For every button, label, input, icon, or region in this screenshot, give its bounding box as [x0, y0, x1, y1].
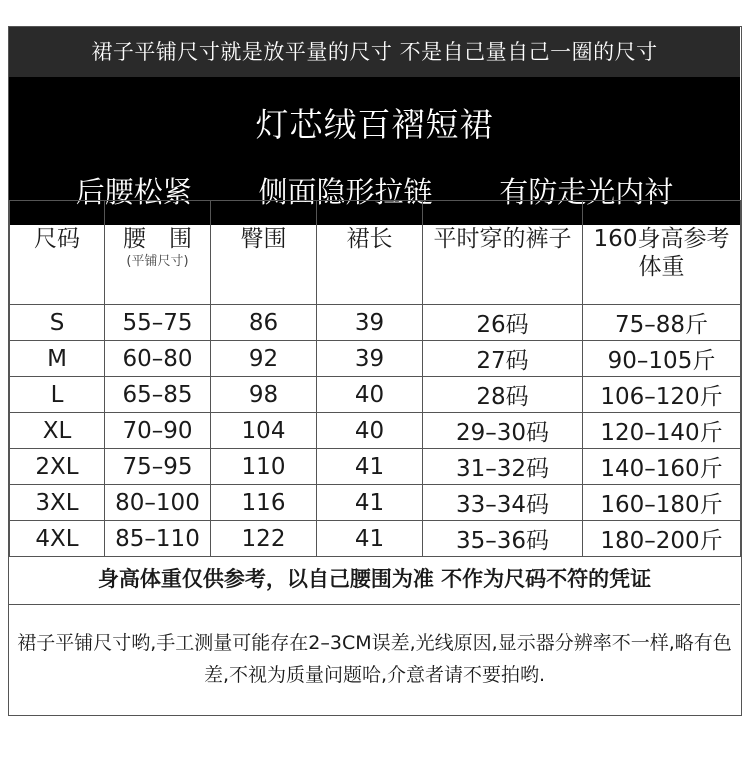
product-title: 灯芯绒百褶短裙 [255, 105, 494, 144]
measurement-note-banner: 裙子平铺尺寸就是放平量的尺寸 不是自己量自己一圈的尺寸 [9, 27, 740, 77]
cell-hip: 86 [211, 305, 317, 341]
cell-length: 40 [317, 413, 423, 449]
cell-length: 39 [317, 305, 423, 341]
cell-length: 41 [317, 449, 423, 485]
measurement-disclaimer-note: 裙子平铺尺寸哟,手工测量可能存在2–3CM误差,光线原因,显示器分辨率不一样,略有色差,不视为质量问题哈,介意者请不要拍哟. [17, 632, 732, 686]
cell-waist: 65–85 [105, 377, 211, 413]
cell-hip: 116 [211, 485, 317, 521]
header-waist-sub: (平铺尺寸) [126, 254, 189, 269]
feature-item: 后腰松紧 [75, 175, 192, 209]
cell-size: 3XL [10, 485, 105, 521]
table-row [10, 377, 741, 413]
size-chart-frame [8, 26, 742, 716]
cell-waist: 55–75 [105, 305, 211, 341]
cell-waist: 75–95 [105, 449, 211, 485]
cell-pants-size: 27码 [423, 341, 583, 377]
header-waist: 腰 围 (平铺尺寸) [105, 201, 211, 305]
cell-waist: 85–110 [105, 521, 211, 557]
cell-pants-size: 33–34码 [423, 485, 583, 521]
cell-waist: 60–80 [105, 341, 211, 377]
cell-pants-size: 28码 [423, 377, 583, 413]
cell-pants-size: 35–36码 [423, 521, 583, 557]
table-header-row [10, 201, 741, 305]
cell-pants-size: 31–32码 [423, 449, 583, 485]
table-row [10, 485, 741, 521]
cell-hip: 122 [211, 521, 317, 557]
cell-size: 2XL [10, 449, 105, 485]
cell-weight: 160–180斤 [583, 485, 741, 521]
feature-item: 侧面隐形拉链 [258, 175, 433, 209]
cell-size: XL [10, 413, 105, 449]
cell-weight: 140–160斤 [583, 449, 741, 485]
table-row [10, 305, 741, 341]
size-table [9, 200, 741, 557]
cell-hip: 110 [211, 449, 317, 485]
table-row [10, 521, 741, 557]
cell-length: 40 [317, 377, 423, 413]
cell-weight: 106–120斤 [583, 377, 741, 413]
header-hip: 臀围 [211, 201, 317, 305]
cell-size: M [10, 341, 105, 377]
cell-weight: 75–88斤 [583, 305, 741, 341]
table-row [10, 341, 741, 377]
table-row [10, 413, 741, 449]
cell-pants-size: 26码 [423, 305, 583, 341]
cell-hip: 98 [211, 377, 317, 413]
cell-length: 41 [317, 485, 423, 521]
cell-weight: 90–105斤 [583, 341, 741, 377]
cell-length: 39 [317, 341, 423, 377]
feature-item: 有防走光内衬 [499, 175, 674, 209]
cell-weight: 120–140斤 [583, 413, 741, 449]
header-size: 尺码 [10, 201, 105, 305]
cell-pants-size: 29–30码 [423, 413, 583, 449]
cell-length: 41 [317, 521, 423, 557]
table-row [10, 449, 741, 485]
cell-waist: 70–90 [105, 413, 211, 449]
header-length: 裙长 [317, 201, 423, 305]
cell-size: L [10, 377, 105, 413]
cell-waist: 80–100 [105, 485, 211, 521]
disclaimer: 身高体重仅供参考，以自己腰围为准 不作为尺码不符的凭证 [9, 554, 740, 605]
header-pants-size: 平时穿的裤子 [423, 201, 583, 305]
cell-weight: 180–200斤 [583, 521, 741, 557]
cell-hip: 92 [211, 341, 317, 377]
cell-hip: 104 [211, 413, 317, 449]
cell-size: 4XL [10, 521, 105, 557]
header-weight: 160身高参考体重 [583, 201, 741, 305]
cell-size: S [10, 305, 105, 341]
